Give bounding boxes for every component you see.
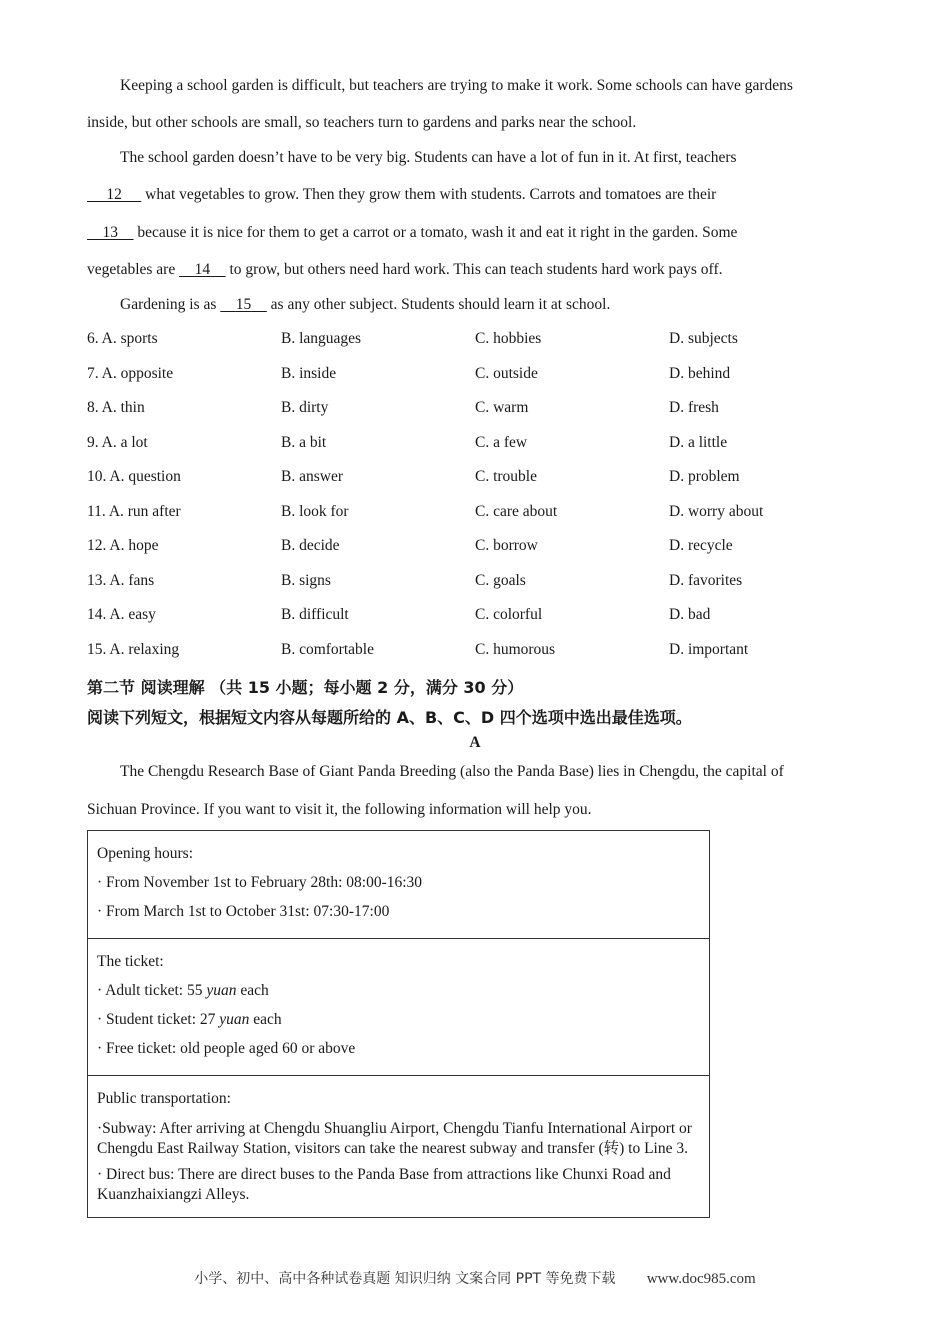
option-b: B. decide — [281, 537, 340, 554]
option-c: C. a few — [475, 434, 528, 451]
option-c: C. care about — [475, 503, 558, 520]
option-c: C. trouble — [475, 468, 537, 485]
option-b: B. difficult — [281, 606, 349, 623]
option-b: B. answer — [281, 468, 343, 485]
option-row — [87, 606, 867, 628]
option-row — [87, 365, 867, 387]
option-a: 13. A. fans — [87, 572, 155, 589]
blank-14: 14 — [194, 261, 211, 278]
option-b: B. dirty — [281, 399, 329, 416]
option-row — [87, 537, 867, 559]
student-ticket: · Student ticket: 27 yuan each — [97, 1011, 282, 1028]
blank-15: 15 — [235, 296, 252, 313]
adult-ticket: · Adult ticket: 55 yuan each — [97, 982, 269, 999]
option-c: C. goals — [475, 572, 526, 589]
reading-intro-line: The Chengdu Research Base of Giant Panda Breeding (also the Panda Base) lies in Chengdu, the capital of — [120, 763, 784, 780]
option-a: 14. A. easy — [87, 606, 156, 623]
option-a: 6. A. sports — [87, 330, 158, 347]
ticket-row — [88, 939, 710, 1076]
subway-info: ·Subway: After arriving at Chengdu Shuangliu Airport, Chengdu Tianfu International Airport or Chengdu East Railway Station, visitors can take the nearest subway and transfer (转) to Line 3. — [97, 1120, 692, 1157]
option-c: C. colorful — [475, 606, 543, 623]
option-d: D. a little — [669, 434, 728, 451]
option-c: C. hobbies — [475, 330, 542, 347]
option-a: 15. A. relaxing — [87, 641, 180, 658]
option-row — [87, 434, 867, 456]
option-a: 12. A. hope — [87, 537, 159, 554]
passage-line: The school garden doesn’t have to be very big. Students can have a lot of fun in it. At first, teachers — [120, 149, 737, 166]
option-c: C. humorous — [475, 641, 556, 658]
blank-12: 12 — [106, 186, 122, 203]
passage-line: inside, but other schools are small, so teachers turn to gardens and parks near the school. — [87, 114, 637, 131]
option-d: D. subjects — [669, 330, 738, 347]
option-b: B. look for — [281, 503, 349, 520]
opening-hours-title: Opening hours: — [97, 845, 194, 862]
opening-hours-row — [88, 831, 710, 939]
bus-info: · Direct bus: There are direct buses to the Panda Base from attractions like Chunxi Road and Kuanzhaixiangzi Alleys. — [97, 1166, 671, 1203]
option-d: D. worry about — [669, 503, 764, 520]
option-b: B. inside — [281, 365, 337, 382]
option-row — [87, 330, 867, 352]
option-d: D. behind — [669, 365, 731, 382]
option-a: 8. A. thin — [87, 399, 145, 416]
page-footer — [0, 1268, 950, 1288]
free-ticket: · Free ticket: old people aged 60 or above — [97, 1040, 356, 1057]
option-b: B. languages — [281, 330, 362, 347]
passage-line: Gardening is as 15 as any other subject. Students should learn it at school. — [120, 296, 611, 313]
option-c: C. warm — [475, 399, 529, 416]
opening-hours-item: · From March 1st to October 31st: 07:30-17:00 — [97, 903, 390, 920]
option-row — [87, 572, 867, 594]
option-a: 9. A. a lot — [87, 434, 148, 451]
ticket-title: The ticket: — [97, 953, 164, 970]
option-b: B. a bit — [281, 434, 327, 451]
blank-13: 13 — [102, 224, 118, 241]
passage-line: 13 because it is nice for them to get a carrot or a tomato, wash it and eat it right in the garden. Some — [87, 224, 737, 242]
option-a: 11. A. run after — [87, 503, 181, 520]
option-b: B. signs — [281, 572, 331, 589]
option-d: D. important — [669, 641, 749, 658]
option-d: D. favorites — [669, 572, 743, 589]
option-d: D. recycle — [669, 537, 733, 554]
passage-line: 12 what vegetables to grow. Then they grow them with students. Carrots and tomatoes are their — [87, 186, 716, 204]
passage-letter: A — [469, 734, 481, 751]
option-row — [87, 641, 867, 663]
option-d: D. problem — [669, 468, 740, 485]
reading-intro-line: Sichuan Province. If you want to visit it, the following information will help you. — [87, 801, 592, 818]
option-c: C. outside — [475, 365, 538, 382]
footer-text: 小学、初中、高中各种试卷真题 知识归纳 文案合同 PPT 等免费下载 — [194, 1271, 616, 1287]
passage-line: Keeping a school garden is difficult, but teachers are trying to make it work. Some schools can have gardens — [120, 77, 793, 94]
opening-hours-item: · From November 1st to February 28th: 08:00-16:30 — [97, 874, 423, 891]
footer-url[interactable]: www.doc985.com — [646, 1271, 756, 1287]
transportation-title: Public transportation: — [97, 1090, 231, 1107]
option-row — [87, 399, 867, 421]
section-instruction: 阅读下列短文，根据短文内容从每题所给的 A、B、C、D 四个选项中选出最佳选项。 — [87, 708, 692, 727]
option-row — [87, 468, 867, 490]
option-b: B. comfortable — [281, 641, 374, 658]
option-d: D. fresh — [669, 399, 719, 416]
info-table — [87, 830, 710, 1218]
option-c: C. borrow — [475, 537, 538, 554]
option-a: 7. A. opposite — [87, 365, 174, 382]
option-a: 10. A. question — [87, 468, 181, 485]
option-d: D. bad — [669, 606, 711, 623]
section-heading: 第二节 阅读理解 （共 15 小题；每小题 2 分，满分 30 分） — [87, 678, 524, 697]
option-row — [87, 503, 867, 525]
passage-line: vegetables are 14 to grow, but others need hard work. This can teach students hard work pays off. — [87, 261, 723, 278]
transportation-row — [88, 1076, 710, 1218]
